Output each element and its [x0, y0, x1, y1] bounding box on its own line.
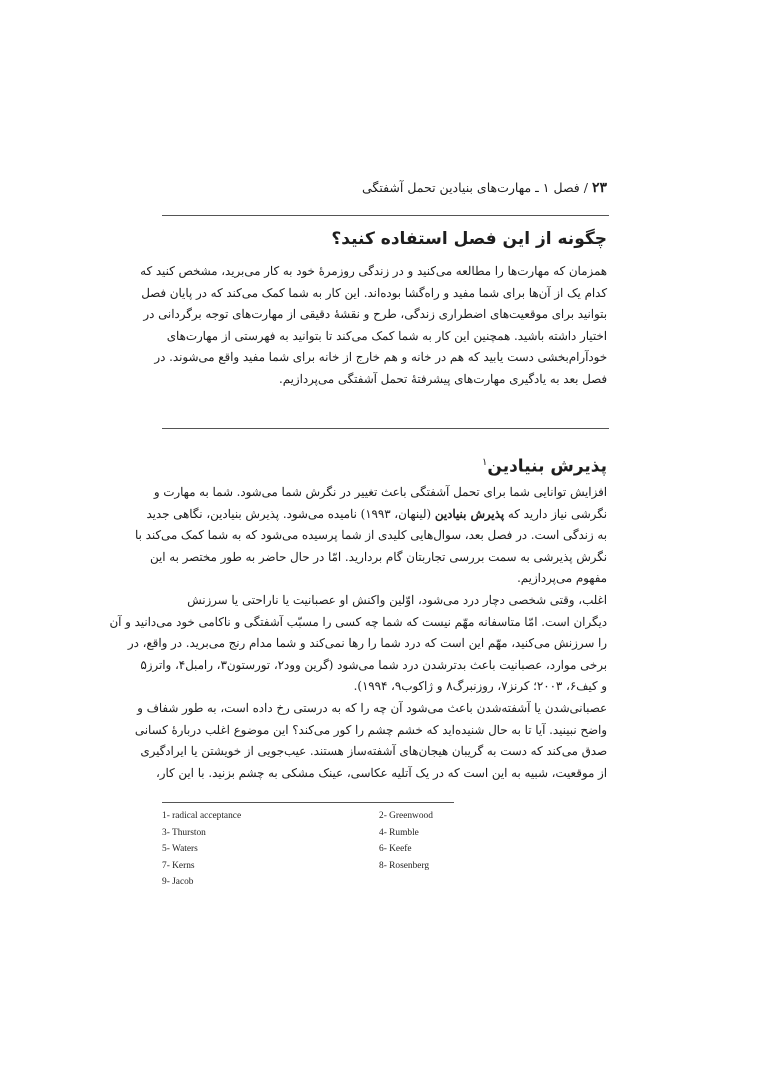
- chapter-title: فصل ۱ ـ مهارت‌های بنیادین تحمل آشفتگی: [362, 180, 580, 195]
- text-line: واضح نبینید. آیا تا به حال شنیده‌اید که خشم چشم را کور می‌کند؟ این موضوع اغلب دربارهٔ کسانی: [134, 722, 607, 737]
- footnote-item: 4- Rumble: [379, 827, 419, 838]
- footnote-item: 1- radical acceptance: [162, 811, 242, 821]
- footnote-row: [162, 874, 462, 891]
- footnote-item: 3- Thurston: [162, 827, 206, 838]
- text-run: نگرشی نیاز دارید که: [504, 506, 607, 521]
- footnote-ref: ۱: [482, 457, 488, 468]
- page-number: ۲۳: [591, 180, 607, 196]
- text-line: خودآرام‌بخشی دست یابید که هم در خانه و هم خارج از خانه برای شما مفید واقع می‌شوند. در: [154, 350, 607, 365]
- text-line: صدق می‌کند که دست به گریبان هیجان‌های آشفته‌ساز هستند. عیب‌جویی از خویشتن یا ایرادگیری: [140, 744, 607, 759]
- running-header: [160, 180, 607, 196]
- text-line: اختیار داشته باشید. همچنین این کار به شما کمک می‌کند تا بتوانید به فهرستی از مهارت‌های: [166, 328, 607, 343]
- footnotes: [162, 808, 462, 891]
- footnote-item: 7- Kerns: [162, 860, 195, 871]
- paragraph-radical-acceptance-intro: [135, 482, 607, 590]
- text-line: و کیف۶، ۲۰۰۳؛ کرنز۷، روزنبرگ۸ و ژاکوب۹، ۱۹۹۴).: [353, 679, 607, 694]
- section-heading-how-to-use: چگونه از این فصل استفاده کنید؟: [331, 229, 607, 249]
- text-line: عصبانی‌شدن یا آشفته‌شدن باعث می‌شود آن چه را که به درستی رخ داده است، به طور شفاف و: [137, 701, 607, 715]
- text-line: برخی موارد، عصبانیت باعث بدترشدن درد شما می‌شود (گرین وود۲، تورستون۳، رامبل۴، واترز۵: [140, 657, 607, 672]
- footnote-row: [162, 858, 462, 875]
- heading-text: پذیرش بنیادین: [487, 456, 607, 477]
- paragraph-upset: [134, 698, 607, 784]
- text-line: مفهوم می‌پردازیم.: [517, 571, 607, 586]
- footnote-item: 2- Greenwood: [379, 811, 433, 821]
- footnote-row: [162, 825, 462, 842]
- text-line: کدام یک از آن‌ها برای شما مفید و راه‌گشا بوده‌اند. این کار به شما کمک می‌کند که در پایان فصل: [141, 285, 607, 300]
- footnote-item: 9- Jacob: [162, 877, 194, 888]
- text-line: اغلب، وقتی شخصی دچار درد می‌شود، اوّلین واکنش او عصبانیت یا ناراحتی یا سرزنش: [187, 593, 607, 607]
- text-line: دیگران است. امّا متاسفانه مهّم نیست که شما چه کسی را مسبّب آشفتگی و ناکامی خود می‌دانید و آن: [109, 614, 607, 629]
- footnote-item: [379, 874, 462, 891]
- text-line: از موقعیت، شبیه به این است که در یک آتلیه عکاسی، عینک مشکی به چشم بزنید. با این کار،: [155, 765, 607, 780]
- bold-term: پذیرش بنیادین: [434, 506, 505, 521]
- text-line: را سرزنش می‌کنید، مهّم این است که درد شما را رها نمی‌کند و شما مدام رنج می‌برید. در واقع، در: [127, 636, 607, 651]
- section-rule: [162, 428, 609, 429]
- text-line: فصل بعد به یادگیری مهارت‌های پیشرفتهٔ تحمل آشفتگی می‌پردازیم.: [279, 371, 607, 386]
- footnote-rule: [162, 802, 454, 803]
- text-line: [146, 504, 607, 526]
- footnote-row: [162, 808, 462, 825]
- footnote-item: 8- Rosenberg: [379, 860, 430, 871]
- section-heading-radical-acceptance: [160, 452, 607, 478]
- header-rule: [162, 215, 609, 216]
- paragraph-anger: [109, 590, 607, 698]
- text-line: به زندگی است. در فصل بعد، سوال‌هایی کلیدی از شما پرسیده می‌شود که به شما کمک می‌کند با: [135, 528, 607, 543]
- text-run: (لینهان، ۱۹۹۳) نامیده می‌شود. پذیرش بنیادین، نگاهی جدید: [146, 506, 435, 521]
- footnote-item: 6- Keefe: [379, 844, 412, 855]
- text-line: بتوانید برای موقعیت‌های اضطراری زندگی، طرح و نقشهٔ دقیقی از مهارت‌های توجه برگردانی در: [143, 307, 607, 322]
- text-line: نگرش پذیرشی به سمت بررسی تجاربتان گام بردارید. امّا در حال حاضر به طور مختصر به این: [149, 549, 607, 564]
- footnote-item: 5- Waters: [162, 844, 198, 855]
- footnote-row: [162, 841, 462, 858]
- header-separator: /: [583, 180, 588, 195]
- text-line: افزایش توانایی شما برای تحمل آشفتگی باعث تغییر در نگرش شما می‌شود. شما به مهارت و: [153, 485, 607, 499]
- paragraph-how-to-use: [140, 261, 607, 391]
- text-line: همزمان که مهارت‌ها را مطالعه می‌کنید و در زندگی روزمرهٔ خود به کار می‌برید، مشخص کنید که: [140, 264, 607, 278]
